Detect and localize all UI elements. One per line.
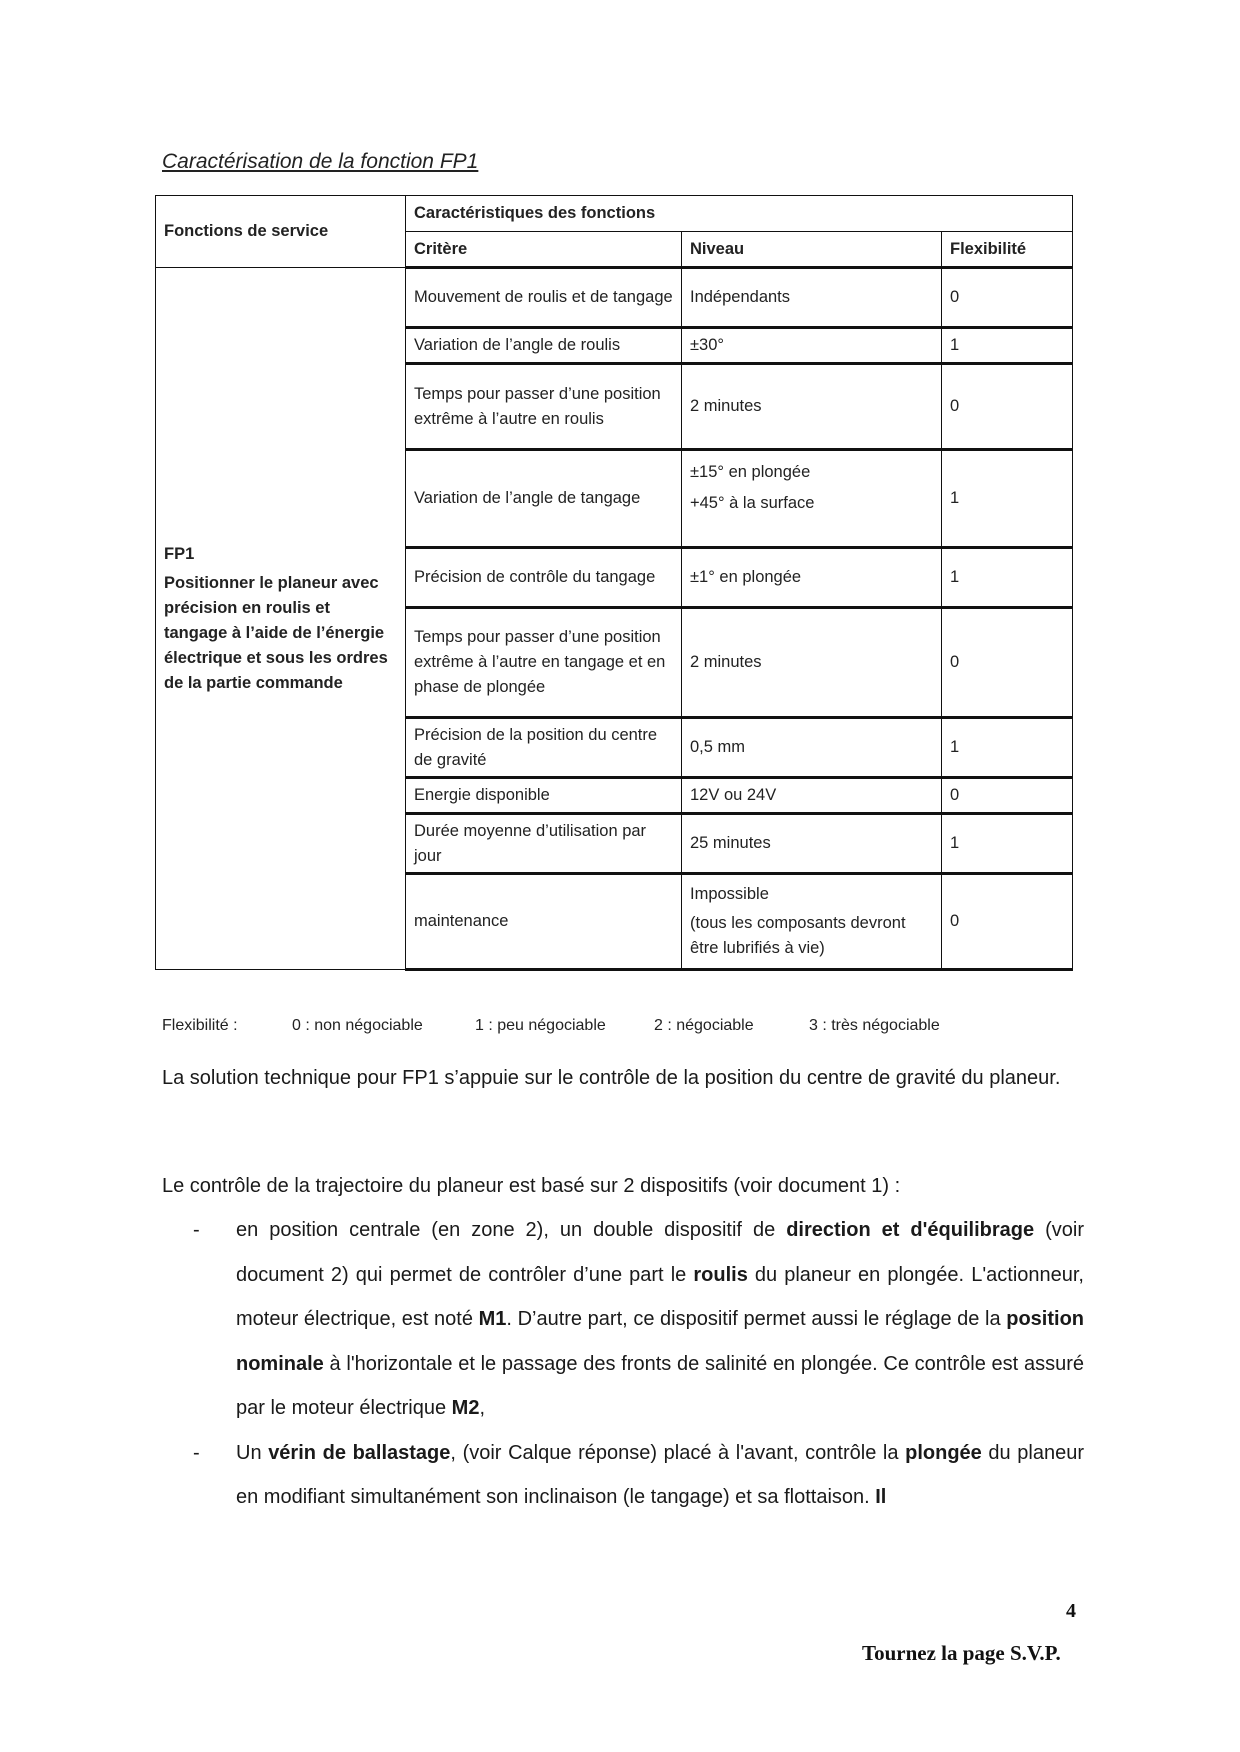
list-item [193, 1431, 1084, 1520]
legend-level-0: 0 : non négociable [292, 1017, 423, 1034]
legend-level-2: 2 : négociable [654, 1017, 754, 1034]
bullet-dash: - [193, 1219, 200, 1241]
text-run: en position centrale (en zone 2), un double dispositif de [236, 1219, 787, 1241]
text-run: du planeur en plongée. L'actionneur, moteur électrique, est noté [236, 1263, 1084, 1330]
text-run: Un [236, 1441, 269, 1464]
text-run: , (voir Calque réponse) placé à l'avant, contrôle la [450, 1441, 906, 1464]
fp1-description: Positionner le planeur avec précision en roulis et tangage à l’aide de l’énergie électrique et sous les ordres de la partie commande [164, 573, 388, 692]
text-run: . D’autre part, ce dispositif permet aussi le réglage de la [506, 1308, 1007, 1330]
niveau-cell: 0,5 mm [682, 718, 942, 778]
header-critere: Critère [406, 232, 682, 268]
bold-run: position nominale [236, 1308, 1084, 1375]
legend-level-1: 1 : peu négociable [475, 1017, 606, 1034]
bold-run: Il [875, 1486, 887, 1508]
niveau-cell: ±1° en plongée [682, 548, 942, 608]
bold-run: roulis [693, 1263, 748, 1286]
critere-cell: Mouvement de roulis et de tangage [406, 268, 682, 328]
niveau-line: (tous les composants devront être lubrifiés à vie) [690, 914, 906, 957]
critere-cell: maintenance [406, 874, 682, 970]
flex-cell: 0 [942, 874, 1073, 970]
critere-cell: Précision de la position du centre de gravité [406, 718, 682, 778]
flex-cell: 0 [942, 268, 1073, 328]
niveau-cell: 12V ou 24V [682, 778, 942, 814]
flexibility-legend [162, 1017, 940, 1035]
bullet-dash: - [193, 1441, 200, 1464]
page-number: 4 [1066, 1600, 1076, 1622]
flex-cell: 1 [942, 328, 1073, 364]
niveau-line: +45° à la surface [690, 493, 815, 512]
bold-run: M2 [451, 1397, 480, 1419]
flex-cell: 0 [942, 608, 1073, 718]
table-header-row [156, 196, 1073, 232]
critere-cell: Temps pour passer d’une position extrême à l’autre en roulis [406, 364, 682, 450]
table-row [156, 268, 1073, 328]
list-item [193, 1208, 1084, 1431]
section-title: Caractérisation de la fonction FP1 [162, 150, 479, 173]
bold-run: M1 [478, 1308, 507, 1330]
critere-cell: Temps pour passer d’une position extrême à l’autre en tangage et en phase de plongée [406, 608, 682, 718]
flex-cell: 1 [942, 718, 1073, 778]
niveau-cell [682, 874, 942, 970]
niveau-cell: Indépendants [682, 268, 942, 328]
header-niveau: Niveau [682, 232, 942, 268]
niveau-cell: ±30° [682, 328, 942, 364]
niveau-cell [682, 450, 942, 548]
niveau-cell: 25 minutes [682, 814, 942, 874]
flex-cell: 1 [942, 548, 1073, 608]
header-caracteristiques: Caractéristiques des fonctions [406, 196, 1073, 232]
legend-level-3: 3 : très négociable [809, 1017, 940, 1034]
flex-cell: 1 [942, 814, 1073, 874]
specification-table [155, 195, 1073, 971]
header-fonctions-service: Fonctions de service [156, 196, 406, 268]
critere-cell: Energie disponible [406, 778, 682, 814]
critere-cell: Variation de l’angle de tangage [406, 450, 682, 548]
paragraph-controle: Le contrôle de la trajectoire du planeur est basé sur 2 dispositifs (voir document 1) : [162, 1175, 901, 1197]
text-run: du planeur en modifiant simultanément son inclinaison (le tangage) et sa flottaison. [236, 1441, 1084, 1508]
text-run: (voir document 2) qui permet de contrôler d’une part le [236, 1219, 1084, 1286]
bold-run: vérin de ballastage [268, 1441, 451, 1464]
turn-page-note: Tournez la page S.V.P. [862, 1641, 1061, 1665]
bold-run: direction et d'équilibrage [786, 1219, 1035, 1241]
niveau-cell: 2 minutes [682, 364, 942, 450]
critere-cell: Précision de contrôle du tangage [406, 548, 682, 608]
critere-cell: Variation de l’angle de roulis [406, 328, 682, 364]
bold-run: plongée [905, 1441, 982, 1464]
header-flexibilite: Flexibilité [942, 232, 1073, 268]
fp1-code: FP1 [164, 544, 195, 563]
legend-label: Flexibilité : [162, 1017, 238, 1034]
niveau-line: ±15° en plongée [690, 462, 811, 481]
critere-cell: Durée moyenne d’utilisation par jour [406, 814, 682, 874]
niveau-cell: 2 minutes [682, 608, 942, 718]
flex-cell: 0 [942, 364, 1073, 450]
text-run: à l'horizontale et le passage des fronts de salinité en plongée. Ce contrôle est assuré par le moteur électrique [236, 1352, 1084, 1419]
flex-cell: 1 [942, 450, 1073, 548]
text-run: , [479, 1397, 486, 1419]
flex-cell: 0 [942, 778, 1073, 814]
dispositifs-list [193, 1208, 1084, 1520]
fp1-cell [156, 268, 406, 970]
niveau-line: Impossible [690, 885, 769, 903]
paragraph-solution: La solution technique pour FP1 s’appuie sur le contrôle de la position du centre de gravité du planeur. [162, 1067, 1061, 1089]
